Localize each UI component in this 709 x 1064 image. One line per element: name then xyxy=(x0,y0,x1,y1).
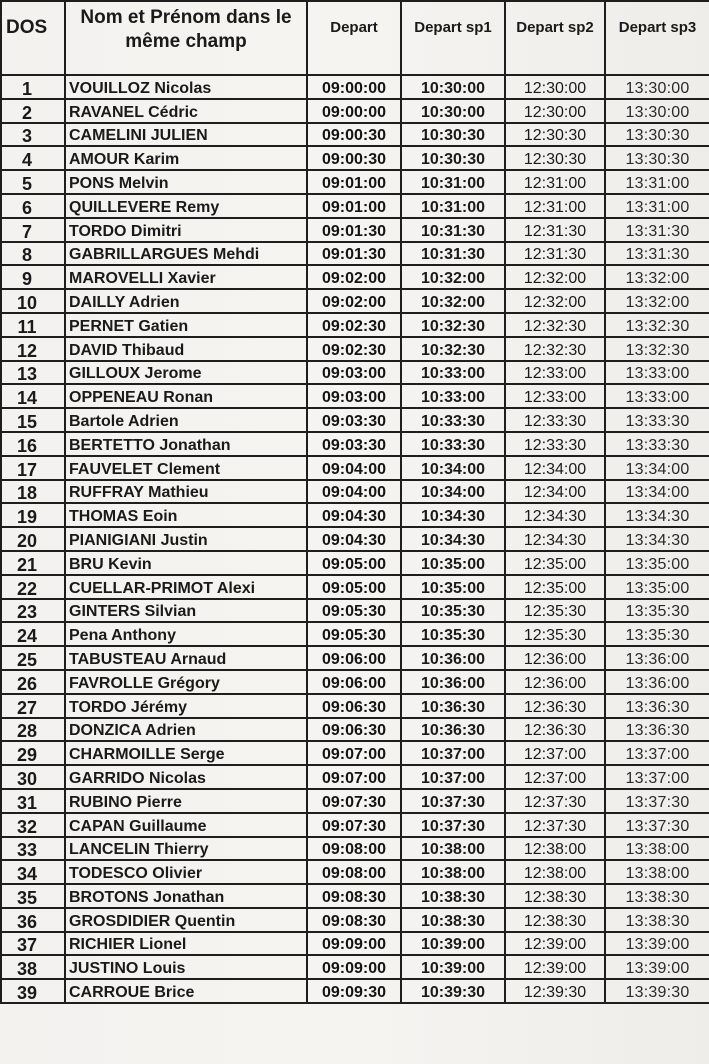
cell-depart: 09:06:30 xyxy=(307,694,401,718)
cell-depart-sp1: 10:37:00 xyxy=(401,741,505,765)
cell-depart-sp2: 12:34:30 xyxy=(505,527,605,551)
cell-depart-sp2: 12:30:00 xyxy=(505,99,605,123)
cell-dos: 21 xyxy=(1,551,65,575)
cell-depart-sp3: 13:36:00 xyxy=(605,646,709,670)
cell-depart-sp2: 12:34:30 xyxy=(505,503,605,527)
table-row xyxy=(1,955,709,979)
cell-name: PERNET Gatien xyxy=(65,313,307,337)
cell-depart-sp1: 10:31:30 xyxy=(401,218,505,242)
cell-name: THOMAS Eoin xyxy=(65,503,307,527)
table-row xyxy=(1,265,709,289)
cell-depart: 09:04:00 xyxy=(307,456,401,480)
cell-depart-sp1: 10:33:30 xyxy=(401,408,505,432)
cell-dos: 5 xyxy=(1,170,65,194)
table-row xyxy=(1,289,709,313)
cell-depart-sp1: 10:32:00 xyxy=(401,265,505,289)
cell-depart-sp3: 13:31:00 xyxy=(605,194,709,218)
cell-depart-sp2: 12:35:30 xyxy=(505,599,605,623)
cell-depart-sp2: 12:38:30 xyxy=(505,908,605,932)
cell-dos: 3 xyxy=(1,123,65,147)
cell-dos: 22 xyxy=(1,575,65,599)
table-row xyxy=(1,741,709,765)
cell-depart-sp3: 13:38:00 xyxy=(605,860,709,884)
cell-depart-sp1: 10:36:30 xyxy=(401,694,505,718)
cell-name: Pena Anthony xyxy=(65,622,307,646)
cell-depart-sp2: 12:39:30 xyxy=(505,979,605,1003)
cell-dos: 29 xyxy=(1,741,65,765)
cell-depart-sp2: 12:32:00 xyxy=(505,265,605,289)
cell-depart-sp2: 12:36:00 xyxy=(505,670,605,694)
cell-depart-sp2: 12:36:30 xyxy=(505,718,605,742)
table-row xyxy=(1,765,709,789)
table-row xyxy=(1,408,709,432)
table-row xyxy=(1,384,709,408)
table-row xyxy=(1,646,709,670)
table-row xyxy=(1,860,709,884)
cell-depart-sp3: 13:33:30 xyxy=(605,432,709,456)
cell-depart: 09:07:00 xyxy=(307,765,401,789)
cell-depart: 09:05:30 xyxy=(307,622,401,646)
cell-depart-sp1: 10:34:00 xyxy=(401,480,505,504)
cell-dos: 11 xyxy=(1,313,65,337)
cell-depart-sp2: 12:35:00 xyxy=(505,551,605,575)
cell-depart-sp1: 10:34:00 xyxy=(401,456,505,480)
cell-depart-sp1: 10:38:00 xyxy=(401,837,505,861)
cell-depart: 09:01:00 xyxy=(307,194,401,218)
cell-name: TODESCO Olivier xyxy=(65,860,307,884)
table-body xyxy=(1,75,709,1003)
cell-name: RUFFRAY Mathieu xyxy=(65,480,307,504)
table-row xyxy=(1,670,709,694)
cell-dos: 1 xyxy=(1,75,65,99)
cell-name: MAROVELLI Xavier xyxy=(65,265,307,289)
cell-depart-sp1: 10:32:30 xyxy=(401,313,505,337)
cell-depart-sp1: 10:33:00 xyxy=(401,361,505,385)
cell-depart-sp3: 13:39:00 xyxy=(605,955,709,979)
cell-name: QUILLEVERE Remy xyxy=(65,194,307,218)
cell-depart-sp1: 10:38:30 xyxy=(401,908,505,932)
cell-depart-sp1: 10:31:00 xyxy=(401,170,505,194)
cell-depart: 09:06:30 xyxy=(307,718,401,742)
cell-depart-sp2: 12:39:00 xyxy=(505,932,605,956)
cell-depart-sp2: 12:34:00 xyxy=(505,456,605,480)
cell-depart-sp2: 12:36:30 xyxy=(505,694,605,718)
cell-dos: 8 xyxy=(1,242,65,266)
cell-depart-sp1: 10:38:30 xyxy=(401,884,505,908)
cell-name: PIANIGIANI Justin xyxy=(65,527,307,551)
cell-depart-sp3: 13:30:30 xyxy=(605,123,709,147)
cell-name: FAUVELET Clement xyxy=(65,456,307,480)
cell-name: DAVID Thibaud xyxy=(65,337,307,361)
cell-depart: 09:04:30 xyxy=(307,503,401,527)
table-row xyxy=(1,361,709,385)
cell-depart-sp2: 12:33:00 xyxy=(505,384,605,408)
cell-depart-sp1: 10:35:00 xyxy=(401,575,505,599)
cell-depart: 09:06:00 xyxy=(307,670,401,694)
cell-depart-sp3: 13:32:00 xyxy=(605,289,709,313)
cell-depart-sp3: 13:32:30 xyxy=(605,337,709,361)
cell-name: Bartole Adrien xyxy=(65,408,307,432)
table-row xyxy=(1,480,709,504)
cell-depart-sp1: 10:35:00 xyxy=(401,551,505,575)
table-row xyxy=(1,884,709,908)
cell-name: GILLOUX Jerome xyxy=(65,361,307,385)
table-row xyxy=(1,718,709,742)
cell-depart: 09:03:00 xyxy=(307,384,401,408)
table-row xyxy=(1,979,709,1003)
table-row xyxy=(1,932,709,956)
cell-name: RICHIER Lionel xyxy=(65,932,307,956)
cell-depart-sp2: 12:37:00 xyxy=(505,741,605,765)
cell-depart-sp2: 12:38:00 xyxy=(505,837,605,861)
cell-name: LANCELIN Thierry xyxy=(65,837,307,861)
cell-dos: 2 xyxy=(1,99,65,123)
cell-depart: 09:07:00 xyxy=(307,741,401,765)
cell-depart-sp1: 10:38:00 xyxy=(401,860,505,884)
cell-dos: 15 xyxy=(1,408,65,432)
cell-dos: 39 xyxy=(1,979,65,1003)
cell-depart-sp3: 13:38:00 xyxy=(605,837,709,861)
cell-depart-sp2: 12:32:30 xyxy=(505,337,605,361)
cell-depart-sp3: 13:39:00 xyxy=(605,932,709,956)
cell-depart-sp2: 12:33:00 xyxy=(505,361,605,385)
table-row xyxy=(1,456,709,480)
cell-dos: 12 xyxy=(1,337,65,361)
cell-depart-sp3: 13:34:30 xyxy=(605,503,709,527)
cell-dos: 17 xyxy=(1,456,65,480)
cell-depart-sp2: 12:38:00 xyxy=(505,860,605,884)
cell-depart-sp2: 12:33:30 xyxy=(505,432,605,456)
cell-depart-sp1: 10:33:00 xyxy=(401,384,505,408)
cell-depart-sp2: 12:33:30 xyxy=(505,408,605,432)
cell-depart-sp3: 13:39:30 xyxy=(605,979,709,1003)
cell-depart-sp2: 12:34:00 xyxy=(505,480,605,504)
cell-depart-sp1: 10:36:30 xyxy=(401,718,505,742)
cell-dos: 34 xyxy=(1,860,65,884)
cell-dos: 16 xyxy=(1,432,65,456)
table-row xyxy=(1,813,709,837)
cell-depart-sp2: 12:36:00 xyxy=(505,646,605,670)
header-row xyxy=(1,1,709,75)
cell-depart-sp3: 13:33:30 xyxy=(605,408,709,432)
cell-depart: 09:08:30 xyxy=(307,884,401,908)
cell-depart-sp3: 13:30:00 xyxy=(605,75,709,99)
cell-depart-sp2: 12:38:30 xyxy=(505,884,605,908)
cell-depart-sp3: 13:37:00 xyxy=(605,741,709,765)
table-row xyxy=(1,527,709,551)
table-row xyxy=(1,432,709,456)
header-dos: DOS xyxy=(1,1,65,75)
cell-depart: 09:00:00 xyxy=(307,99,401,123)
table-row xyxy=(1,194,709,218)
cell-depart-sp1: 10:36:00 xyxy=(401,670,505,694)
cell-name: JUSTINO Louis xyxy=(65,955,307,979)
cell-depart-sp3: 13:33:00 xyxy=(605,361,709,385)
header-depart-sp2: Depart sp2 xyxy=(505,1,605,75)
cell-depart-sp3: 13:38:30 xyxy=(605,884,709,908)
cell-depart: 09:00:30 xyxy=(307,146,401,170)
cell-dos: 38 xyxy=(1,955,65,979)
cell-name: GARRIDO Nicolas xyxy=(65,765,307,789)
cell-depart-sp3: 13:32:30 xyxy=(605,313,709,337)
table-row xyxy=(1,99,709,123)
cell-depart-sp2: 12:35:00 xyxy=(505,575,605,599)
cell-dos: 32 xyxy=(1,813,65,837)
cell-depart-sp1: 10:31:30 xyxy=(401,242,505,266)
cell-depart-sp3: 13:36:30 xyxy=(605,718,709,742)
table-row xyxy=(1,75,709,99)
cell-dos: 28 xyxy=(1,718,65,742)
cell-depart-sp2: 12:31:30 xyxy=(505,242,605,266)
cell-dos: 18 xyxy=(1,480,65,504)
table-row xyxy=(1,551,709,575)
cell-depart: 09:06:00 xyxy=(307,646,401,670)
cell-depart-sp3: 13:30:30 xyxy=(605,146,709,170)
cell-depart: 09:00:30 xyxy=(307,123,401,147)
table-row xyxy=(1,837,709,861)
cell-depart-sp1: 10:34:30 xyxy=(401,527,505,551)
cell-depart-sp3: 13:35:00 xyxy=(605,575,709,599)
table-row xyxy=(1,575,709,599)
cell-depart: 09:08:30 xyxy=(307,908,401,932)
table-row xyxy=(1,146,709,170)
cell-depart-sp1: 10:35:30 xyxy=(401,599,505,623)
cell-name: OPPENEAU Ronan xyxy=(65,384,307,408)
cell-depart-sp2: 12:31:00 xyxy=(505,170,605,194)
cell-depart: 09:07:30 xyxy=(307,789,401,813)
header-depart-sp3: Depart sp3 xyxy=(605,1,709,75)
cell-depart-sp1: 10:36:00 xyxy=(401,646,505,670)
table-row xyxy=(1,170,709,194)
cell-depart-sp1: 10:34:30 xyxy=(401,503,505,527)
cell-dos: 36 xyxy=(1,908,65,932)
cell-depart: 09:01:30 xyxy=(307,242,401,266)
cell-dos: 4 xyxy=(1,146,65,170)
cell-depart-sp3: 13:34:00 xyxy=(605,456,709,480)
cell-depart-sp2: 12:30:30 xyxy=(505,123,605,147)
cell-name: VOUILLOZ Nicolas xyxy=(65,75,307,99)
cell-depart-sp2: 12:31:00 xyxy=(505,194,605,218)
cell-depart: 09:08:00 xyxy=(307,860,401,884)
cell-depart-sp3: 13:37:30 xyxy=(605,813,709,837)
cell-depart-sp3: 13:30:00 xyxy=(605,99,709,123)
cell-depart: 09:05:30 xyxy=(307,599,401,623)
cell-depart: 09:01:00 xyxy=(307,170,401,194)
cell-depart-sp3: 13:38:30 xyxy=(605,908,709,932)
cell-depart-sp1: 10:30:30 xyxy=(401,146,505,170)
cell-depart-sp3: 13:37:00 xyxy=(605,765,709,789)
cell-dos: 27 xyxy=(1,694,65,718)
cell-depart: 09:03:30 xyxy=(307,408,401,432)
cell-dos: 14 xyxy=(1,384,65,408)
cell-depart-sp3: 13:36:30 xyxy=(605,694,709,718)
cell-depart-sp3: 13:35:30 xyxy=(605,622,709,646)
cell-depart: 09:05:00 xyxy=(307,575,401,599)
cell-depart-sp1: 10:30:30 xyxy=(401,123,505,147)
cell-depart-sp2: 12:30:00 xyxy=(505,75,605,99)
cell-depart-sp3: 13:35:30 xyxy=(605,599,709,623)
cell-dos: 23 xyxy=(1,599,65,623)
cell-depart-sp3: 13:31:30 xyxy=(605,242,709,266)
cell-dos: 30 xyxy=(1,765,65,789)
cell-depart-sp2: 12:39:00 xyxy=(505,955,605,979)
cell-name: CARROUE Brice xyxy=(65,979,307,1003)
cell-depart: 09:09:00 xyxy=(307,932,401,956)
cell-dos: 20 xyxy=(1,527,65,551)
cell-depart-sp3: 13:37:30 xyxy=(605,789,709,813)
cell-name: BROTONS Jonathan xyxy=(65,884,307,908)
cell-name: FAVROLLE Grégory xyxy=(65,670,307,694)
cell-depart: 09:04:00 xyxy=(307,480,401,504)
cell-depart-sp3: 13:34:00 xyxy=(605,480,709,504)
cell-depart-sp1: 10:39:00 xyxy=(401,955,505,979)
table-row xyxy=(1,622,709,646)
cell-depart-sp3: 13:31:00 xyxy=(605,170,709,194)
cell-depart-sp2: 12:37:00 xyxy=(505,765,605,789)
cell-depart: 09:02:30 xyxy=(307,313,401,337)
cell-name: BRU Kevin xyxy=(65,551,307,575)
cell-depart: 09:03:00 xyxy=(307,361,401,385)
cell-depart: 09:02:00 xyxy=(307,289,401,313)
cell-name: AMOUR Karim xyxy=(65,146,307,170)
cell-depart: 09:05:00 xyxy=(307,551,401,575)
cell-depart: 09:01:30 xyxy=(307,218,401,242)
cell-depart-sp1: 10:33:30 xyxy=(401,432,505,456)
cell-name: CHARMOILLE Serge xyxy=(65,741,307,765)
cell-depart: 09:09:30 xyxy=(307,979,401,1003)
table-row xyxy=(1,337,709,361)
cell-name: GABRILLARGUES Mehdi xyxy=(65,242,307,266)
table-row xyxy=(1,313,709,337)
cell-depart-sp1: 10:37:00 xyxy=(401,765,505,789)
cell-dos: 24 xyxy=(1,622,65,646)
cell-dos: 25 xyxy=(1,646,65,670)
cell-depart-sp1: 10:32:30 xyxy=(401,337,505,361)
cell-name: GROSDIDIER Quentin xyxy=(65,908,307,932)
cell-name: TORDO Dimitri xyxy=(65,218,307,242)
table-row xyxy=(1,908,709,932)
cell-depart-sp1: 10:35:30 xyxy=(401,622,505,646)
cell-depart-sp3: 13:31:30 xyxy=(605,218,709,242)
cell-depart-sp3: 13:33:00 xyxy=(605,384,709,408)
cell-depart: 09:02:30 xyxy=(307,337,401,361)
cell-dos: 6 xyxy=(1,194,65,218)
table-row xyxy=(1,242,709,266)
header-depart: Depart xyxy=(307,1,401,75)
cell-depart-sp3: 13:35:00 xyxy=(605,551,709,575)
cell-depart-sp2: 12:31:30 xyxy=(505,218,605,242)
cell-name: TORDO Jérémy xyxy=(65,694,307,718)
cell-depart-sp3: 13:32:00 xyxy=(605,265,709,289)
cell-depart-sp2: 12:32:00 xyxy=(505,289,605,313)
cell-depart-sp1: 10:37:30 xyxy=(401,789,505,813)
cell-dos: 10 xyxy=(1,289,65,313)
cell-depart-sp1: 10:32:00 xyxy=(401,289,505,313)
cell-name: DAILLY Adrien xyxy=(65,289,307,313)
cell-dos: 33 xyxy=(1,837,65,861)
cell-depart-sp2: 12:37:30 xyxy=(505,789,605,813)
cell-dos: 31 xyxy=(1,789,65,813)
cell-name: CAMELINI JULIEN xyxy=(65,123,307,147)
table-row xyxy=(1,694,709,718)
cell-depart: 09:09:00 xyxy=(307,955,401,979)
cell-name: CUELLAR-PRIMOT Alexi xyxy=(65,575,307,599)
cell-dos: 9 xyxy=(1,265,65,289)
cell-dos: 13 xyxy=(1,361,65,385)
cell-depart: 09:07:30 xyxy=(307,813,401,837)
cell-depart: 09:03:30 xyxy=(307,432,401,456)
table-row xyxy=(1,789,709,813)
cell-depart-sp3: 13:36:00 xyxy=(605,670,709,694)
cell-dos: 26 xyxy=(1,670,65,694)
cell-name: RAVANEL Cédric xyxy=(65,99,307,123)
cell-name: BERTETTO Jonathan xyxy=(65,432,307,456)
cell-name: TABUSTEAU Arnaud xyxy=(65,646,307,670)
table-row xyxy=(1,218,709,242)
cell-depart: 09:04:30 xyxy=(307,527,401,551)
table-row xyxy=(1,599,709,623)
cell-name: CAPAN Guillaume xyxy=(65,813,307,837)
cell-depart-sp1: 10:30:00 xyxy=(401,99,505,123)
cell-depart-sp1: 10:31:00 xyxy=(401,194,505,218)
cell-depart: 09:02:00 xyxy=(307,265,401,289)
cell-depart-sp2: 12:37:30 xyxy=(505,813,605,837)
cell-depart-sp3: 13:34:30 xyxy=(605,527,709,551)
cell-depart-sp1: 10:30:00 xyxy=(401,75,505,99)
cell-depart: 09:00:00 xyxy=(307,75,401,99)
cell-dos: 19 xyxy=(1,503,65,527)
cell-name: DONZICA Adrien xyxy=(65,718,307,742)
table-row xyxy=(1,123,709,147)
cell-depart-sp1: 10:39:30 xyxy=(401,979,505,1003)
cell-dos: 37 xyxy=(1,932,65,956)
cell-depart-sp1: 10:39:00 xyxy=(401,932,505,956)
cell-dos: 35 xyxy=(1,884,65,908)
cell-dos: 7 xyxy=(1,218,65,242)
cell-name: GINTERS Silvian xyxy=(65,599,307,623)
header-depart-sp1: Depart sp1 xyxy=(401,1,505,75)
header-name: Nom et Prénom dans le même champ xyxy=(65,1,307,75)
cell-name: PONS Melvin xyxy=(65,170,307,194)
cell-depart-sp2: 12:35:30 xyxy=(505,622,605,646)
cell-depart: 09:08:00 xyxy=(307,837,401,861)
cell-depart-sp2: 12:32:30 xyxy=(505,313,605,337)
cell-name: RUBINO Pierre xyxy=(65,789,307,813)
table-row xyxy=(1,503,709,527)
cell-depart-sp2: 12:30:30 xyxy=(505,146,605,170)
cell-depart-sp1: 10:37:30 xyxy=(401,813,505,837)
